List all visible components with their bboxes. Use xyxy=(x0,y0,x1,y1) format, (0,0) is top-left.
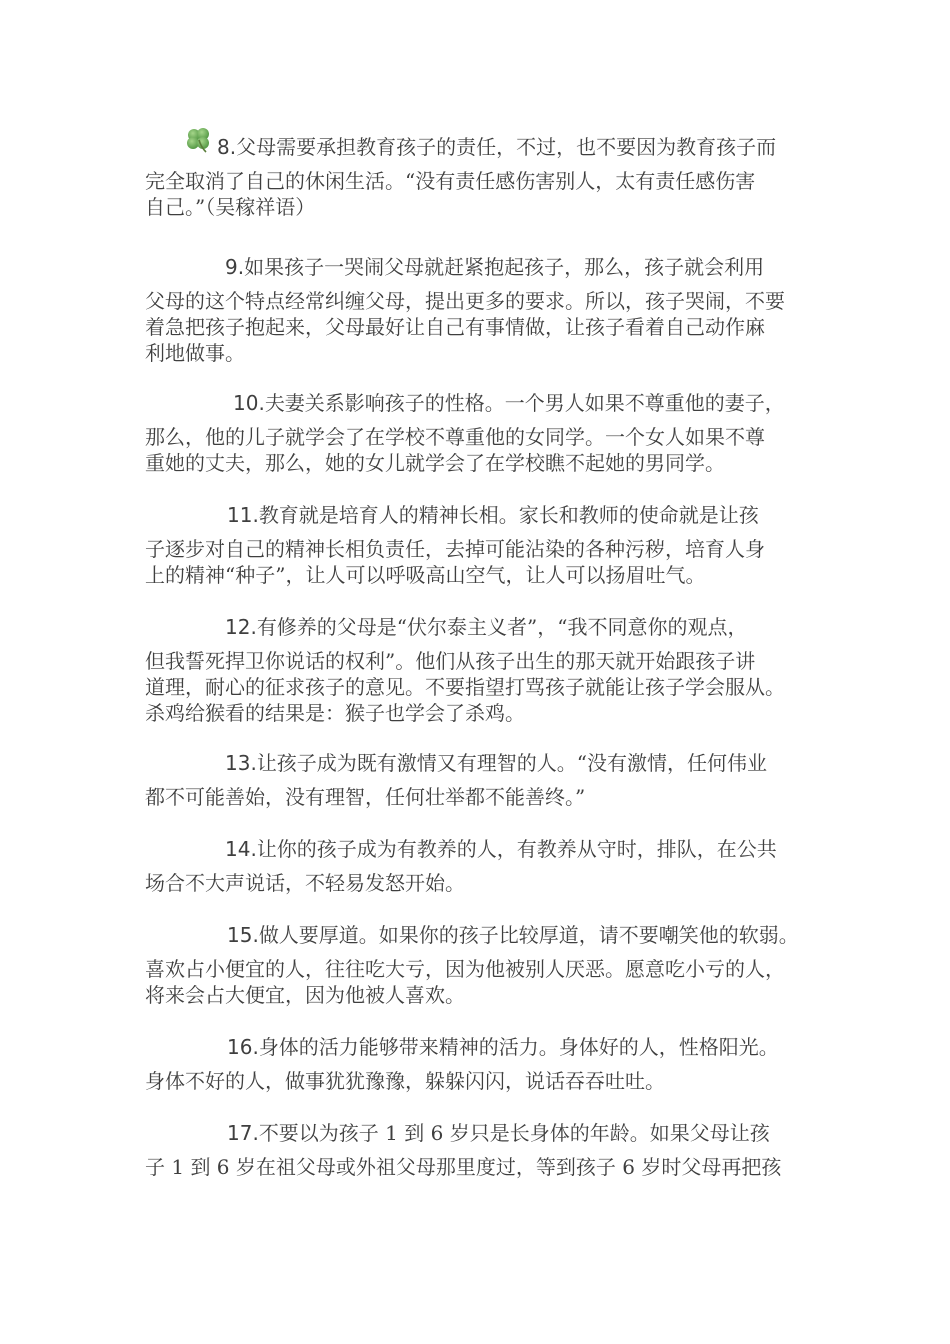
paragraph-line xyxy=(145,1034,815,1060)
paragraph-line: 身体不好的人，做事犹犹豫豫，躲躲闪闪，说话吞吞吐吐。 xyxy=(145,1069,665,1093)
paragraph-14 xyxy=(145,836,815,896)
paragraph-15 xyxy=(145,922,815,1008)
paragraph-line: 子 1 到 6 岁在祖父母或外祖父母那里度过，等到孩子 6 岁时父母再把孩 xyxy=(145,1155,782,1179)
paragraph-line: 父母的这个特点经常纠缠父母，提出更多的要求。所以，孩子哭闹，不要 xyxy=(145,289,785,313)
paragraph-line: 将来会占大便宜，因为他被人喜欢。 xyxy=(145,983,465,1007)
paragraph-text: 不要以为孩子 1 到 6 岁只是长身体的年龄。如果父母让孩 xyxy=(258,1121,770,1145)
paragraph-8 xyxy=(145,134,815,220)
paragraph-number: 13. xyxy=(225,751,257,775)
paragraph-number: 12. xyxy=(225,615,257,639)
paragraph-line: 着急把孩子抱起来，父母最好让自己有事情做，让孩子看着自己动作麻 xyxy=(145,315,765,339)
paragraph-text: 让孩子成为既有激情又有理智的人。“没有激情，任何伟业 xyxy=(256,751,768,775)
paragraph-text: 如果孩子一哭闹父母就赶紧抱起孩子，那么，孩子就会利用 xyxy=(244,255,765,279)
paragraph-line xyxy=(145,390,815,416)
paragraph-number: 14. xyxy=(225,837,257,861)
paragraph-line: 利地做事。 xyxy=(145,341,245,365)
paragraph-line xyxy=(145,922,815,948)
paragraph-line: 完全取消了自己的休闲生活。“没有责任感伤害别人，太有责任感伤害 xyxy=(145,169,756,193)
paragraph-number: 16. xyxy=(227,1035,259,1059)
paragraph-number: 17. xyxy=(227,1121,259,1145)
paragraph-line: 那么，他的儿子就学会了在学校不尊重他的女同学。一个女人如果不尊 xyxy=(145,425,765,449)
paragraph-number: 8. xyxy=(217,135,237,159)
paragraph-text: 有修养的父母是“伏尔泰主义者”，“我不同意你的观点， xyxy=(256,615,748,639)
paragraph-line xyxy=(145,614,815,640)
paragraph-line xyxy=(145,836,815,862)
paragraph-line xyxy=(145,750,815,776)
paragraph-number: 9. xyxy=(225,255,245,279)
paragraph-9 xyxy=(145,254,815,366)
paragraph-line: 上的精神“种子”，让人可以呼吸高山空气，让人可以扬眉吐气。 xyxy=(145,563,706,587)
paragraph-number: 10. xyxy=(233,391,265,415)
paragraph-line xyxy=(145,502,815,528)
paragraph-13 xyxy=(145,750,815,810)
paragraph-number: 11. xyxy=(227,503,259,527)
paragraph-line: 但我誓死捍卫你说话的权利”。他们从孩子出生的那天就开始跟孩子讲 xyxy=(145,649,756,673)
paragraph-17 xyxy=(145,1120,815,1180)
paragraph-line: 杀鸡给猴看的结果是：猴子也学会了杀鸡。 xyxy=(145,701,525,725)
paragraph-12 xyxy=(145,614,815,726)
paragraph-16 xyxy=(145,1034,815,1094)
paragraph-line: 子逐步对自己的精神长相负责任，去掉可能沾染的各种污秽，培育人身 xyxy=(145,537,765,561)
paragraph-text: 身体的活力能够带来精神的活力。身体好的人，性格阳光。 xyxy=(258,1035,779,1059)
paragraph-text: 父母需要承担教育孩子的责任，不过，也不要因为教育孩子而 xyxy=(236,135,777,159)
paragraph-line: 重她的丈夫，那么，她的女儿就学会了在学校瞧不起她的男同学。 xyxy=(145,451,725,475)
paragraph-text: 让你的孩子成为有教养的人，有教养从守时，排队，在公共 xyxy=(256,837,777,861)
paragraph-line xyxy=(145,134,815,160)
paragraph-text: 教育就是培育人的精神长相。家长和教师的使命就是让孩 xyxy=(258,503,759,527)
paragraph-line: 都不可能善始，没有理智，任何壮举都不能善终。” xyxy=(145,785,586,809)
paragraph-line xyxy=(145,254,815,280)
paragraph-number: 15. xyxy=(227,923,259,947)
paragraph-text: 夫妻关系影响孩子的性格。一个男人如果不尊重他的妻子， xyxy=(264,391,785,415)
paragraph-line: 场合不大声说话，不轻易发怒开始。 xyxy=(145,871,465,895)
paragraph-text: 做人要厚道。如果你的孩子比较厚道，请不要嘲笑他的软弱。 xyxy=(258,923,799,947)
paragraph-line xyxy=(145,1120,815,1146)
paragraph-line: 道理，耐心的征求孩子的意见。不要指望打骂孩子就能让孩子学会服从。 xyxy=(145,675,785,699)
paragraph-11 xyxy=(145,502,815,588)
paragraph-10 xyxy=(145,390,815,476)
paragraph-line: 喜欢占小便宜的人，往往吃大亏，因为他被别人厌恶。愿意吃小亏的人， xyxy=(145,957,785,981)
paragraph-line: 自己。”（吴稼祥语） xyxy=(145,195,316,219)
